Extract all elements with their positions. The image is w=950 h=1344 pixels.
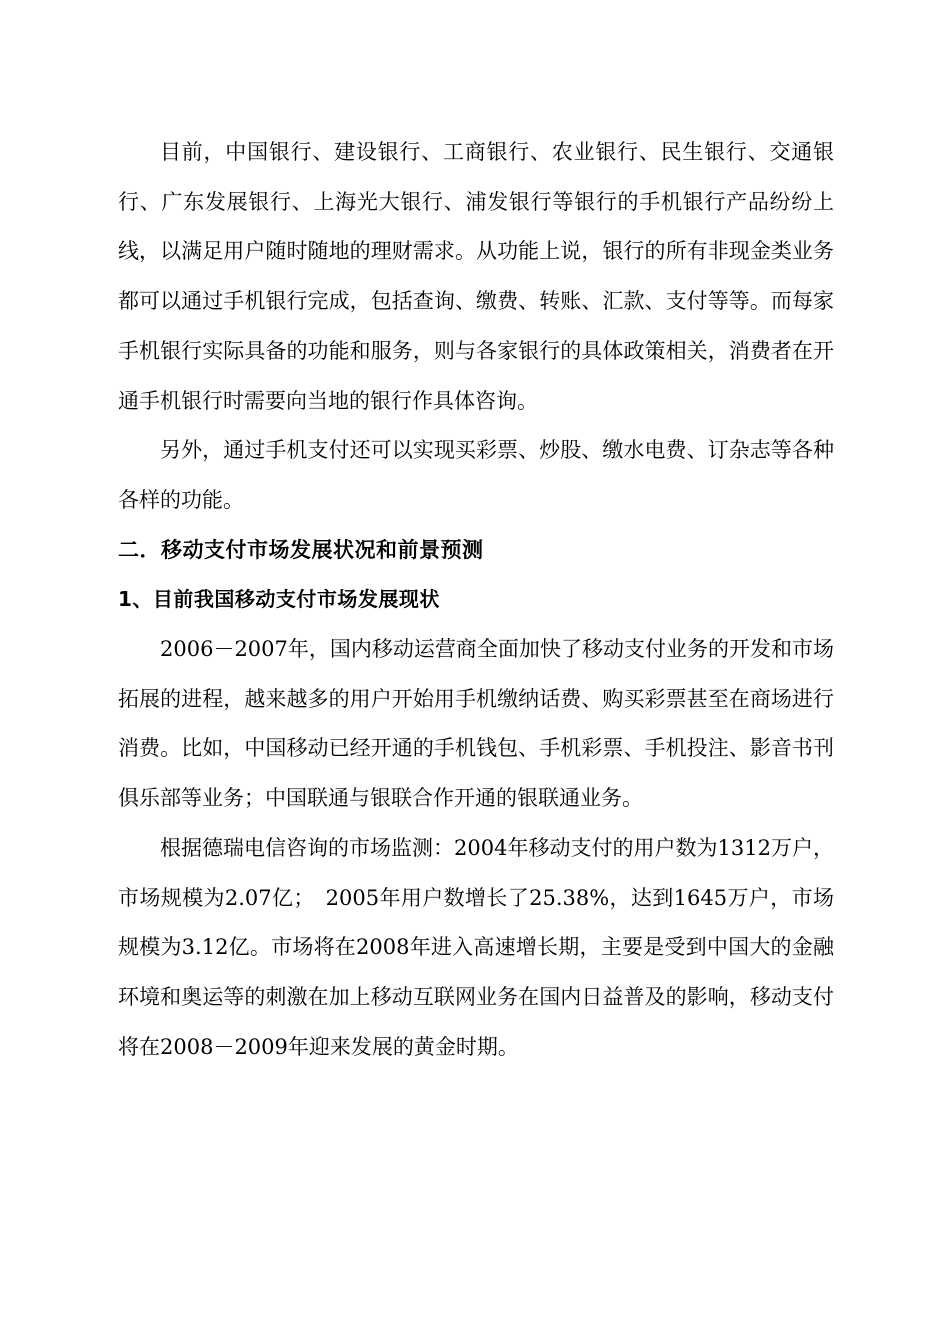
section-heading: 二．移动支付市场发展状况和前景预测	[118, 537, 484, 562]
subsection-heading: 1、目前我国移动支付市场发展现状	[118, 587, 440, 612]
paragraph-bank-services: 目前，中国银行、建设银行、工商银行、农业银行、民生银行、交通银行、广东发展银行、上海光大银行、浦发银行等银行的手机银行产品纷纷上线，以满足用户随时随地的理财需求。从功能上说，银行的所有非现金类业务都可以通过手机银行完成，包括查询、缴费、转账、汇款、支付等等。而每家手机银行实际具备的功能和服务，则与各家银行的具体政策相关，消费者在开通手机银行时需要向当地的银行作具体咨询。	[118, 140, 834, 413]
paragraph-other-functions: 另外，通过手机支付还可以实现买彩票、炒股、缴水电费、订杂志等各种各样的功能。	[118, 438, 834, 512]
paragraph-market-statistics: 根据德瑞电信咨询的市场监测：2004年移动支付的用户数为1312万户，市场规模为2.07亿； 2005年用户数增长了25.38%，达到1645万户，市场规模为3.12亿。市场将在2008年进入高速增长期，主要是受到中国大的金融环境和奥运等的刺激在加上移动互联网业务在国内日益普及的影响，移动支付将在2008－2009年迎来发展的黄金时期。	[118, 835, 834, 1059]
paragraph-market-development: 2006－2007年，国内移动运营商全面加快了移动支付业务的开发和市场拓展的进程，越来越多的用户开始用手机缴纳话费、购买彩票甚至在商场进行消费。比如，中国移动已经开通的手机钱包、手机彩票、手机投注、影音书刊俱乐部等业务；中国联通与银联合作开通的银联通业务。	[118, 637, 834, 811]
document-body	[118, 128, 834, 1072]
